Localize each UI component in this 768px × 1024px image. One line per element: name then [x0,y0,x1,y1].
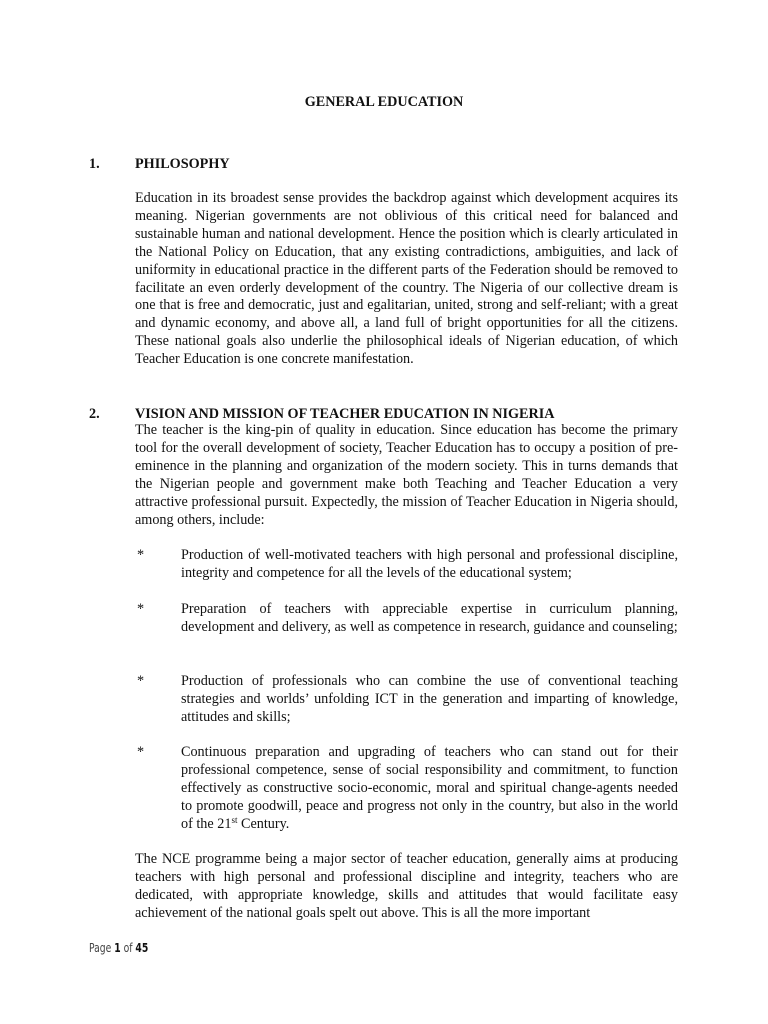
list-item: Preparation of teachers with appreciable expertise in curriculum planning, development and delivery, as well as competence in research, guidance and counseling; [181,601,678,635]
page-title: GENERAL EDUCATION [304,94,464,110]
list-item-tail: Century. [237,815,290,832]
list-item: Production of well-motivated teachers with high personal and professional discipline, integrity and competence for all the levels of the educational system; [181,547,678,581]
bullet-marker: * [137,673,145,689]
list-item [181,744,678,834]
section-1-number: 1. [89,156,100,172]
list-item: Production of professionals who can combine the use of conventional teaching strategies and worlds’ unfolding ICT in the generation and imparting of knowledge, attitudes and skills; [181,673,678,725]
section-1-paragraph: Education in its broadest sense provides the backdrop against which development acquires its meaning. Nigerian governments are not oblivious of this critical need for balanced and sustainable human and national development. Hence the position which is clearly articulated in the National Policy on Education, that any existing contradictions, ambiguities, and lack of uniformity in educational practice in the different parts of the Federation should be removed to facilitate an even orderly development of the country. The Nigeria of our collective dream is one that is free and democratic, just and egalitarian, united, strong and self-reliant; with a great and dynamic economy, and above all, a land full of bright opportunities for all the citizens. These national goals also underlie the philosophical ideals of Nigerian education, of which Teacher Education is one concrete manifestation. [135,190,678,368]
bullet-marker: * [137,601,145,617]
bullet-marker: * [137,547,145,563]
list-item-text: Continuous preparation and upgrading of teachers who can stand out for their professional competence, sense of social responsibility and commitment, to function effectively as constructive socio-economic, moral and spiritual change-agents needed to promote goodwill, peace and progress not only in the country, but also in the world of the 21 [181,744,678,832]
section-2-heading: VISION AND MISSION OF TEACHER EDUCATION IN NIGERIA [135,406,555,422]
total-pages-number: 45 [135,940,149,955]
section-2-number: 2. [89,406,100,422]
page-label: Page [89,940,112,955]
page-footer [89,940,148,955]
of-label: of [123,940,133,955]
closing-paragraph: The NCE programme being a major sector of teacher education, generally aims at producing teachers with high personal and professional discipline and integrity, teachers who are dedicated, with appropriate knowledge, skills and attitudes that would facilitate easy achievement of the national goals spelt out above. This is all the more important [135,851,678,921]
superscript: st [231,814,238,825]
bullet-marker: * [137,744,145,760]
section-1-heading: PHILOSOPHY [135,156,230,172]
section-2-paragraph: The teacher is the king-pin of quality in education. Since education has become the primary tool for the overall development of society, Teacher Education has to occupy a position of pre-eminence in the planning and organization of the modern society. This in turns demands that the Nigerian people and government make both Teaching and Teacher Education a very attractive professional pursuit. Expectedly, the mission of Teacher Education in Nigeria should, among others, include: [135,422,678,528]
current-page-number: 1 [114,940,121,955]
